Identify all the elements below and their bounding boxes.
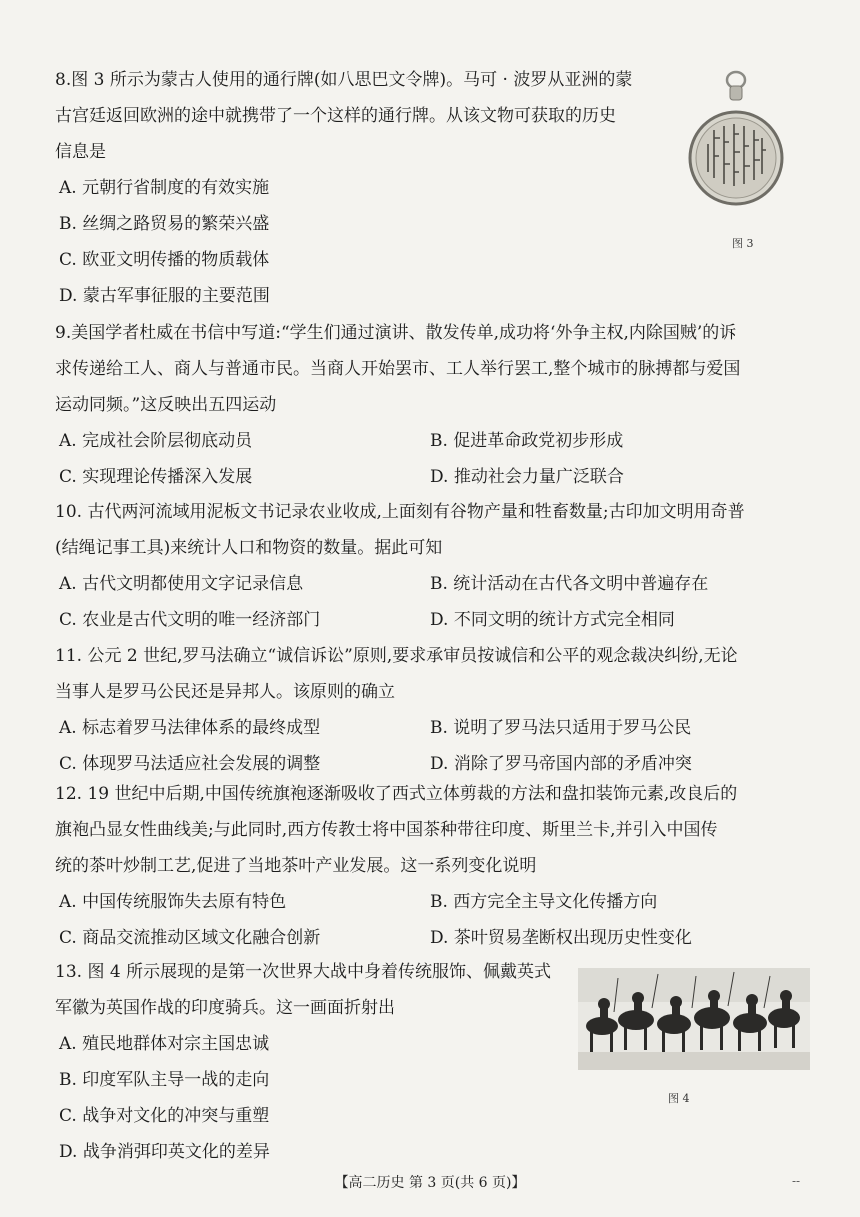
option-d: D. 战争消弭印英文化的差异 (59, 1142, 270, 1162)
question-9 (55, 315, 820, 495)
option-b: B. 丝绸之路贸易的繁荣兴盛 (59, 214, 270, 234)
question-8-stem-line: 古宫廷返回欧洲的途中就携带了一个这样的通行牌。从该文物可获取的历史 (55, 106, 616, 126)
option-c: C. 实现理论传播深入发展 (59, 467, 253, 487)
option-a: A. 元朝行省制度的有效实施 (59, 178, 270, 198)
question-12-stem-line: 统的茶叶炒制工艺,促进了当地茶叶产业发展。这一系列变化说明 (55, 856, 537, 876)
question-12 (55, 776, 820, 956)
option-d: D. 不同文明的统计方式完全相同 (430, 610, 675, 630)
option-d: D. 蒙古军事征服的主要范围 (59, 286, 270, 306)
question-13-stem-line: 13. 图 4 所示展现的是第一次世界大战中身着传统服饰、佩戴英式 (55, 962, 552, 982)
option-a: A. 中国传统服饰失去原有特色 (59, 892, 287, 912)
option-b: B. 说明了罗马法只适用于罗马公民 (430, 718, 692, 738)
figure-4-caption: 图 4 (668, 1092, 690, 1105)
question-10-stem-line: (结绳记事工具)来统计人口和物资的数量。据此可知 (55, 538, 443, 558)
option-b: B. 促进革命政党初步形成 (430, 431, 624, 451)
question-10-stem-line: 10. 古代两河流域用泥板文书记录农业收成,上面刻有谷物产量和牲畜数量;古印加文明用奇普 (55, 502, 745, 522)
option-a: A. 完成社会阶层彻底动员 (59, 431, 253, 451)
option-a: A. 标志着罗马法律体系的最终成型 (59, 718, 321, 738)
question-8-stem-line: 8.图 3 所示为蒙古人使用的通行牌(如八思巴文令牌)。马可 · 波罗从亚洲的蒙 (55, 70, 633, 90)
question-11 (55, 638, 820, 782)
question-11-stem-line: 11. 公元 2 世纪,罗马法确立“诚信诉讼”原则,要求承审员按诚信和公平的观念裁决纠纷,无论 (55, 646, 738, 666)
option-b: B. 西方完全主导文化传播方向 (430, 892, 658, 912)
option-c: C. 体现罗马法适应社会发展的调整 (59, 754, 321, 774)
option-d: D. 消除了罗马帝国内部的矛盾冲突 (430, 754, 692, 774)
option-c: C. 战争对文化的冲突与重塑 (59, 1106, 270, 1126)
option-a: A. 古代文明都使用文字记录信息 (59, 574, 304, 594)
figure-3-caption: 图 3 (732, 237, 754, 250)
question-8-stem-line: 信息是 (55, 142, 106, 162)
option-a: A. 殖民地群体对宗主国忠诚 (59, 1034, 270, 1054)
option-b: B. 统计活动在古代各文明中普遍存在 (430, 574, 709, 594)
question-12-stem-line: 12. 19 世纪中后期,中国传统旗袍逐渐吸收了西式立体剪裁的方法和盘扣装饰元素,改良后的 (55, 784, 738, 804)
question-9-stem-line: 求传递给工人、商人与普通市民。当商人开始罢市、工人举行罢工,整个城市的脉搏都与爱国 (55, 359, 741, 379)
footer-dash: -- (792, 1174, 801, 1188)
page-footer: 【高二历史 第 3 页(共 6 页)】 (334, 1175, 526, 1191)
figure-3-paiza-image (686, 68, 786, 228)
option-d: D. 茶叶贸易垄断权出现历史性变化 (430, 928, 692, 948)
question-9-stem-line: 9.美国学者杜威在书信中写道:“学生们通过演讲、散发传单,成功将‘外争主权,内除国贼’的诉 (55, 323, 737, 343)
option-b: B. 印度军队主导一战的走向 (59, 1070, 270, 1090)
option-c: C. 农业是古代文明的唯一经济部门 (59, 610, 321, 630)
question-11-stem-line: 当事人是罗马公民还是异邦人。该原则的确立 (55, 682, 395, 702)
question-8 (55, 62, 720, 314)
option-c: C. 商品交流推动区域文化融合创新 (59, 928, 321, 948)
question-13 (55, 954, 590, 1170)
question-13-stem-line: 军徽为英国作战的印度骑兵。这一画面折射出 (55, 998, 395, 1018)
option-c: C. 欧亚文明传播的物质载体 (59, 250, 270, 270)
question-12-stem-line: 旗袍凸显女性曲线美;与此同时,西方传教士将中国茶种带往印度、斯里兰卡,并引入中国传 (55, 820, 718, 840)
figure-4-indian-cavalry-photo (578, 968, 810, 1070)
question-10 (55, 494, 820, 638)
option-d: D. 推动社会力量广泛联合 (430, 467, 624, 487)
question-9-stem-line: 运动同频。”这反映出五四运动 (55, 395, 277, 415)
